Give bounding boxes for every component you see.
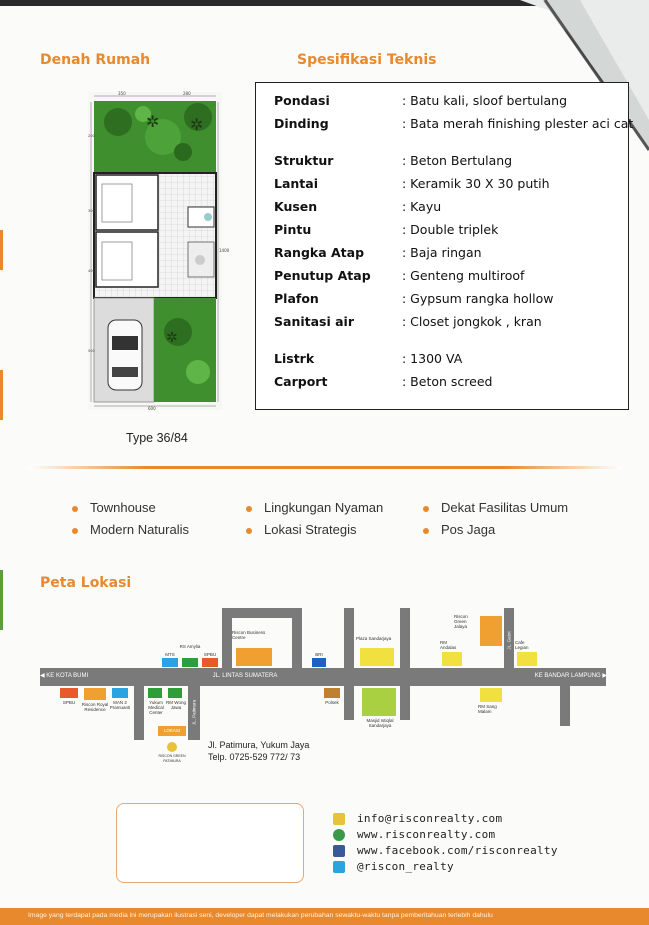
- side-road: [560, 686, 570, 726]
- spec-row: [274, 374, 492, 389]
- spec-value: : Bata merah finishing plester aci cat: [402, 116, 634, 131]
- side-road: [222, 608, 302, 618]
- address: Jl. Patimura, Yukum Jaya: [208, 740, 310, 750]
- section-divider: [28, 466, 622, 469]
- left-edge-mark: [0, 230, 3, 270]
- side-road: [292, 608, 302, 668]
- spec-label: Struktur: [274, 153, 334, 168]
- marker-yukum: [148, 688, 162, 698]
- phone: Telp. 0725-529 772/ 73: [208, 752, 301, 762]
- road-label-main: JL. LINTAS SUMATERA: [212, 673, 278, 679]
- marker-polsek: [324, 688, 340, 698]
- marker-riscon-business: [236, 648, 272, 666]
- spec-value: : Keramik 30 X 30 putih: [402, 176, 550, 191]
- arrow-right-label: KE BANDAR LAMPUNG ▶: [534, 673, 607, 679]
- marker-bri: [312, 658, 326, 667]
- email-icon: [333, 813, 345, 825]
- marker-spbu-top: [202, 658, 218, 667]
- spec-label: Pondasi: [274, 93, 330, 108]
- spec-value: : Batu kali, sloof bertulang: [402, 93, 568, 108]
- spec-value: : Double triplek: [402, 222, 499, 237]
- spec-value: : Genteng multiroof: [402, 268, 525, 283]
- spec-label: Penutup Atap: [274, 268, 371, 283]
- location-map: JL. LINTAS SUMATERA ◀ KE KOTA BUMI KE BANDAR LAMPUNG ▶ JL. Patimura JL. Gatot MTS RS Amylia SPBU Riscon Business Centre BRI Plaza Sandarjaya Riscon Green Jalaya RM Andalas Cafe Legian SPBU Riscon Royal Residence MAN 2 Pramuanti Yukum Medical Center RM Wong Jawa LOKASI RISCON GREEN PATIMURA Polsek Masjid Istiqlal Sandarjaya RM Sang Malam Jl. Patimura, Yukum Jaya Telp. 0725-529 772/ 73: [0, 600, 649, 780]
- spec-label: Dinding: [274, 116, 329, 131]
- feature-item: Townhouse: [72, 500, 156, 515]
- spec-row: [274, 153, 512, 168]
- spec-label: Lantai: [274, 176, 318, 191]
- feature-item: Lokasi Strategis: [246, 522, 357, 537]
- dim-top-2: 280: [183, 91, 191, 96]
- marker-plaza: [360, 648, 394, 666]
- spec-row: [274, 176, 550, 191]
- spec-label: Pintu: [274, 222, 312, 237]
- spec-row: [274, 314, 542, 329]
- floor-plan: [88, 91, 230, 411]
- feature-item: Modern Naturalis: [72, 522, 189, 537]
- spec-row: [274, 116, 633, 131]
- dim-left-2: 300: [88, 209, 95, 213]
- spec-value: : Kayu: [402, 199, 442, 214]
- side-road: [400, 608, 410, 720]
- disclaimer: Image yang terdapat pada media ini merupakan ilustrasi seni, developer dapat melakukan perubahan sewaktu-waktu tanpa pemberitahuan terlebih dahulu: [28, 912, 493, 919]
- svg-text:✲: ✲: [190, 115, 204, 134]
- marker-cafe: [517, 652, 537, 666]
- spec-value: : Beton screed: [402, 374, 493, 389]
- spec-row: [274, 351, 462, 366]
- left-edge-mark: [0, 370, 3, 420]
- contact-facebook[interactable]: www.facebook.com/risconrealty: [333, 844, 558, 857]
- spec-value: : Closet jongkok , kran: [402, 314, 542, 329]
- road-label-gatot: JL. Gatot: [506, 631, 512, 650]
- feature-item: Dekat Fasilitas Umum: [423, 500, 568, 515]
- spec-row: [274, 245, 482, 260]
- dim-left-3: 400: [88, 269, 95, 273]
- floor-plan-title: Denah Rumah: [40, 52, 151, 68]
- marker-man2: [112, 688, 128, 698]
- dim-top-1: 350: [118, 91, 126, 96]
- feature-item: Pos Jaga: [423, 522, 495, 537]
- contact-email[interactable]: info@risconrealty.com: [333, 812, 502, 825]
- spec-row: [274, 291, 553, 306]
- dim-left-4: 500: [88, 349, 95, 353]
- spec-value: : Beton Bertulang: [402, 153, 513, 168]
- spec-row: [274, 199, 441, 214]
- spec-value: : Baja ringan: [402, 245, 482, 260]
- marker-riscon-royal: [84, 688, 106, 700]
- spec-table: [255, 82, 634, 410]
- spec-row: [274, 93, 567, 108]
- spec-value: : 1300 VA: [402, 351, 463, 366]
- marker-rm-sang: [480, 688, 502, 702]
- feature-item: Lingkungan Nyaman: [246, 500, 383, 515]
- spec-label: Listrk: [274, 351, 315, 366]
- riscon-logo-icon: [167, 742, 177, 752]
- marker-spbu-bottom: [60, 688, 78, 698]
- contact-website[interactable]: www.risconrealty.com: [333, 828, 495, 841]
- spec-label: Plafon: [274, 291, 319, 306]
- spec-row: [274, 222, 498, 237]
- house-type-label: Type 36/84: [126, 431, 188, 445]
- marker-rm-wong: [168, 688, 182, 698]
- marker-masjid: [362, 688, 396, 716]
- road-label-patimura: JL. Patimura: [191, 699, 197, 726]
- dim-left-1: 200: [88, 134, 95, 138]
- arrow-left-label: ◀ KE KOTA BUMI: [40, 673, 89, 679]
- side-road: [134, 686, 144, 740]
- marker-rs: [182, 658, 198, 667]
- dim-right: 1400: [219, 248, 230, 253]
- dim-bottom: 600: [148, 406, 156, 411]
- svg-text:✲: ✲: [146, 112, 160, 131]
- location-title: Peta Lokasi: [40, 575, 132, 591]
- marker-rm-andalas: [442, 652, 462, 666]
- web-icon: [333, 829, 345, 841]
- svg-text:✲: ✲: [166, 330, 178, 346]
- side-road: [344, 608, 354, 720]
- spec-value: : Gypsum rangka hollow: [402, 291, 554, 306]
- twitter-icon: [333, 861, 345, 873]
- spec-label: Rangka Atap: [274, 245, 365, 260]
- spec-label: Sanitasi air: [274, 314, 354, 329]
- facebook-icon: [333, 845, 345, 857]
- spec-label: Carport: [274, 374, 328, 389]
- marker-mts: [162, 658, 178, 667]
- marker-riscon-green: [480, 616, 502, 646]
- spec-row: [274, 268, 524, 283]
- car: [108, 320, 142, 390]
- spec-label: Kusen: [274, 199, 318, 214]
- specs-title: Spesifikasi Teknis: [297, 52, 437, 68]
- contact-twitter[interactable]: @riscon_realty: [333, 860, 454, 873]
- stamp-box: [116, 803, 304, 883]
